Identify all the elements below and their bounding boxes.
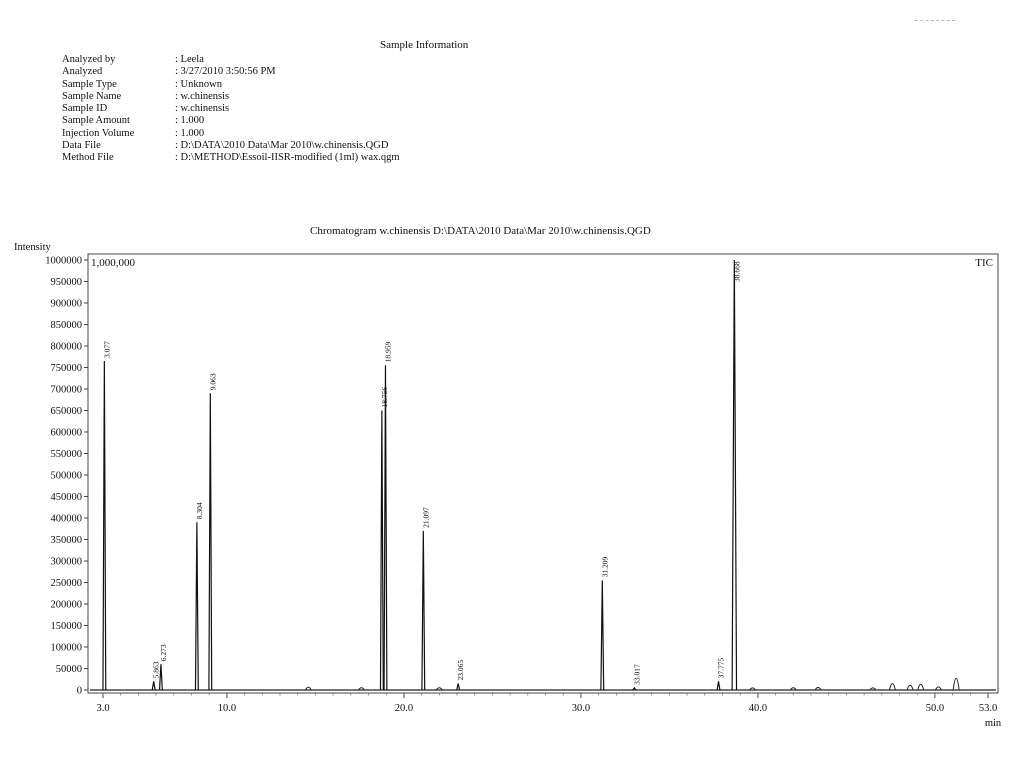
y-tick-label: 450000	[50, 492, 82, 503]
info-value: : D:\DATA\2010 Data\Mar 2010\w.chinensis.QGD	[175, 140, 389, 152]
x-tick-label: 50.0	[925, 703, 945, 714]
peak-label: 6.273	[158, 644, 168, 662]
info-value: : 1.000	[175, 127, 205, 139]
peak-label: 3.077	[102, 341, 112, 359]
peak-line	[457, 684, 460, 690]
y-axis-label: Intensity	[14, 242, 51, 253]
y-tick-label: 650000	[50, 406, 82, 417]
info-label: Sample Name	[62, 90, 122, 102]
trace-label: TIC	[975, 257, 993, 269]
peak-label: 9.063	[208, 373, 218, 391]
info-label: Analyzed by	[62, 54, 116, 65]
info-label: Sample Amount	[62, 115, 130, 127]
x-tick-label: 30.0	[571, 703, 591, 714]
y-tick-label: 400000	[50, 513, 82, 525]
info-label: Method File	[62, 152, 114, 164]
peak-line	[380, 411, 383, 691]
peak-label: 18.959	[383, 341, 393, 363]
y-tick-label: 950000	[50, 277, 82, 288]
y-tick-label: 900000	[50, 298, 82, 310]
peak-line	[717, 681, 720, 690]
info-value: : w.chinensis	[175, 90, 230, 102]
peak-label: 23.065	[456, 659, 466, 681]
x-tick-label: 3.0	[96, 703, 110, 714]
y-tick-label: 200000	[50, 599, 82, 611]
minor-peak	[918, 684, 924, 690]
peak-line	[601, 580, 604, 690]
y-tick-label: 550000	[50, 449, 82, 460]
peak-label: 5.863	[151, 661, 161, 679]
chromatogram-title: Chromatogram w.chinensis D:\DATA\2010 Data\Mar 2010\w.chinensis.QGD	[310, 225, 651, 237]
peak-line	[152, 681, 155, 690]
info-value: : Leela	[175, 54, 204, 65]
peak-line	[209, 393, 212, 690]
info-label: Analyzed	[62, 66, 103, 78]
peak-label: 37.775	[716, 657, 726, 679]
y-tick-label: 750000	[50, 363, 82, 374]
y-tick-label: 700000	[50, 384, 82, 396]
y-tick-label: 50000	[55, 664, 82, 675]
info-label: Data File	[62, 140, 101, 152]
x-tick-label: 53.0	[978, 703, 998, 714]
info-label: Sample Type	[62, 78, 117, 90]
info-value: : D:\METHOD\Essoil-IISR-modified (1ml) wax.qgm	[175, 152, 400, 164]
peak-label: 21.097	[421, 507, 431, 528]
info-value: : 3/27/2010 3:50:56 PM	[175, 66, 276, 78]
peak-line	[732, 260, 736, 690]
sample-information-title: Sample Information	[380, 39, 469, 51]
info-value: : Unknown	[175, 78, 222, 90]
peak-label: 33.017	[632, 664, 642, 685]
y-tick-label: 250000	[50, 578, 82, 589]
peak-line	[195, 522, 198, 690]
x-tick-label: 10.0	[217, 703, 237, 714]
minor-peak	[889, 684, 895, 690]
x-tick-label: 40.0	[748, 703, 768, 714]
minor-peak	[953, 678, 959, 690]
y-tick-label: 350000	[50, 535, 82, 546]
info-label: Injection Volume	[62, 127, 135, 139]
y-tick-label: 850000	[50, 320, 82, 331]
info-value: : 1.000	[175, 115, 205, 127]
scale-label: 1,000,000	[91, 257, 135, 269]
minor-peak	[907, 685, 913, 690]
peak-label: 8.304	[194, 502, 204, 520]
peak-line	[422, 531, 425, 690]
y-tick-label: 300000	[50, 556, 82, 568]
peak-label: 38.668	[732, 261, 742, 282]
peak-label: 31.209	[600, 556, 610, 578]
x-tick-label: 20.0	[394, 703, 414, 714]
y-tick-label: 0	[76, 685, 82, 697]
plot-frame	[88, 254, 998, 693]
y-tick-label: 100000	[50, 642, 82, 654]
y-tick-label: 1000000	[45, 255, 82, 267]
info-label: Sample ID	[62, 103, 108, 115]
y-tick-label: 800000	[50, 341, 82, 353]
peak-label: 18.756	[379, 386, 389, 408]
y-tick-label: 150000	[50, 621, 82, 632]
x-axis-label: min	[984, 718, 1002, 729]
y-tick-label: 600000	[50, 427, 82, 439]
info-value: : w.chinensis	[175, 103, 230, 115]
peak-line	[103, 361, 106, 690]
y-tick-label: 500000	[50, 470, 82, 482]
peak-line	[384, 365, 387, 690]
